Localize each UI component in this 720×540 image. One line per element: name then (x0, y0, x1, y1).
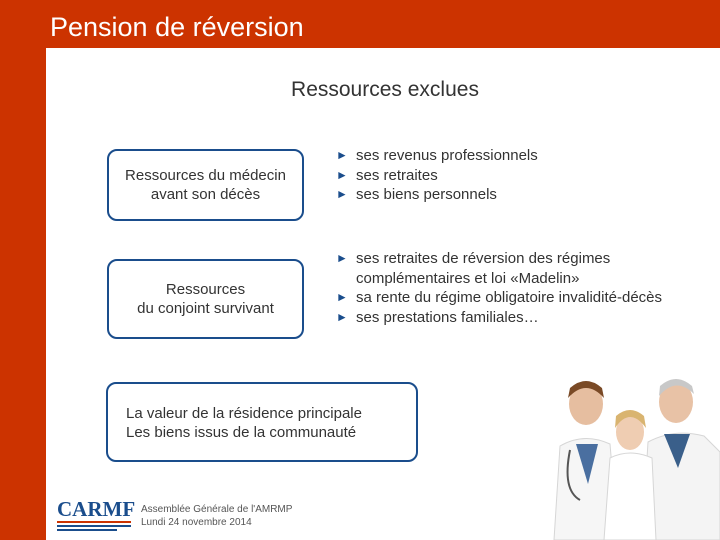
doctor-resources-box (107, 149, 304, 221)
spouse-resources-box (107, 259, 304, 339)
arrow-bullet-icon: ► (336, 148, 348, 162)
arrow-bullet-icon: ► (336, 251, 348, 265)
list-item: ► ses retraites de réversion des régimes complémentaires et loi «Madelin» (336, 250, 611, 287)
carmf-logo (55, 493, 135, 535)
spouse-box-line-1: Ressources (165, 281, 246, 298)
list-item: ► ses biens personnels (336, 186, 497, 203)
list-item: ► ses retraites (336, 166, 438, 184)
arrow-bullet-icon: ► (336, 167, 348, 182)
list-item: ► ses prestations familiales… (336, 308, 539, 326)
assets-box-line-2: Les biens issus de la communauté (126, 424, 357, 441)
list-item: ► ses revenus professionnels (336, 147, 538, 164)
list-item: ► sa rente du régime obligatoire invalidité-décès (336, 289, 663, 306)
doctor-box-line-2: avant son décès (150, 186, 261, 203)
excluded-assets-box (106, 382, 418, 462)
spouse-box-line-2: du conjoint survivant (137, 300, 274, 317)
arrow-bullet-icon: ► (336, 290, 348, 304)
doctor-box-line-1: Ressources du médecin (125, 167, 286, 184)
assets-box-line-1: La valeur de la résidence principale (126, 405, 362, 422)
footer-caption (141, 503, 292, 529)
footer-event: Assemblée Générale de l'AMRMP (141, 504, 293, 515)
page-title: Pension de réversion (50, 12, 304, 42)
left-accent-bar (0, 48, 46, 540)
logo-text: CARMF (57, 497, 135, 521)
arrow-bullet-icon: ► (336, 309, 348, 324)
arrow-bullet-icon: ► (336, 187, 348, 201)
doctors-photo (532, 372, 720, 540)
doctor-excluded-list (336, 146, 706, 205)
footer-date: Lundi 24 novembre 2014 (141, 517, 252, 528)
header-bar (0, 0, 720, 48)
section-heading: Ressources exclues (291, 78, 479, 101)
spouse-excluded-list (336, 249, 706, 327)
